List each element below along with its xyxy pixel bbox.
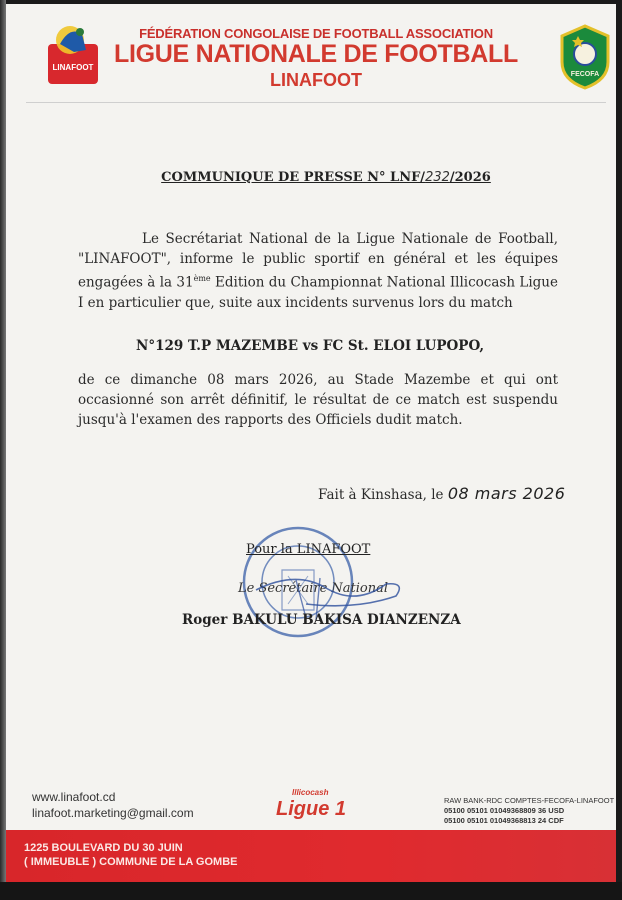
linafoot-logo-icon bbox=[46, 22, 100, 88]
right-logo-caption: FECOFA bbox=[570, 71, 600, 78]
bank-account-usd: 05100 05101 01049368809 36 USD bbox=[444, 806, 565, 815]
brand-big-text: Ligue 1 bbox=[276, 798, 347, 820]
left-logo-caption: LINAFOOT bbox=[52, 63, 94, 72]
bank-account-cdf: 05100 05101 01049368813 24 CDF bbox=[444, 816, 564, 825]
intro-paragraph bbox=[78, 229, 558, 313]
league-acronym: LINAFOOT bbox=[270, 70, 362, 90]
press-title-number: 232 bbox=[425, 170, 450, 185]
press-title-suffix: /2026 bbox=[449, 170, 491, 185]
signatory-name: Roger BAKULU BAKISA DIANZENZA bbox=[182, 612, 461, 628]
league-name: LIGUE NATIONALE DE FOOTBALL bbox=[114, 40, 518, 68]
address-line-2: ( IMMEUBLE ) COMMUNE DE LA GOMBE bbox=[24, 856, 238, 868]
intro-text-b: Edition du Championnat National Illicocash Ligue I en particulier que, suite aux incidents survenus lors du match bbox=[78, 274, 558, 311]
federation-name: FÉDÉRATION CONGOLAISE DE FOOTBALL ASSOCIATION bbox=[139, 26, 493, 41]
handwritten-date: 08 mars 2026 bbox=[447, 484, 566, 503]
place-text: Fait à Kinshasa, le bbox=[318, 487, 444, 503]
document-page bbox=[6, 4, 616, 882]
footer-email[interactable]: linafoot.marketing@gmail.com bbox=[32, 806, 194, 820]
place-and-date bbox=[318, 484, 565, 503]
intro-text-a: Le Secrétariat National de la Ligue Nationale de Football, "LINAFOOT", informe le public sportif en général et les équipes engagées à la 31 bbox=[78, 231, 558, 291]
signatory-role: Le Secrétaire National bbox=[238, 581, 389, 596]
footer-website[interactable]: www.linafoot.cd bbox=[32, 790, 116, 804]
illicocash-ligue1-logo bbox=[274, 786, 364, 830]
press-release-title bbox=[146, 170, 506, 185]
match-reference: N°129 T.P MAZEMBE vs FC St. ELOI LUPOPO, bbox=[136, 338, 485, 354]
header-divider bbox=[26, 102, 606, 103]
signature-for: Pour la LINAFOOT bbox=[246, 542, 371, 557]
bank-title: RAW BANK-RDC COMPTES-FECOFA-LINAFOOT bbox=[444, 796, 615, 805]
bank-accounts bbox=[444, 796, 616, 826]
address-line-1: 1225 BOULEVARD DU 30 JUIN bbox=[24, 842, 183, 854]
brand-small-text: Illicocash bbox=[292, 788, 329, 797]
page-bottom-shadow bbox=[0, 882, 622, 900]
intro-superscript: ème bbox=[193, 274, 211, 283]
press-title-prefix: COMMUNIQUE DE PRESSE N° LNF/ bbox=[161, 170, 426, 185]
decision-paragraph: de ce dimanche 08 mars 2026, au Stade Mazembe et qui ont occasionné son arrêt définitif, le résultat de ce match est suspendu jusqu'à l'examen des rapports des Officiels dudit match. bbox=[78, 372, 558, 428]
fecofa-crest-icon bbox=[558, 24, 612, 90]
